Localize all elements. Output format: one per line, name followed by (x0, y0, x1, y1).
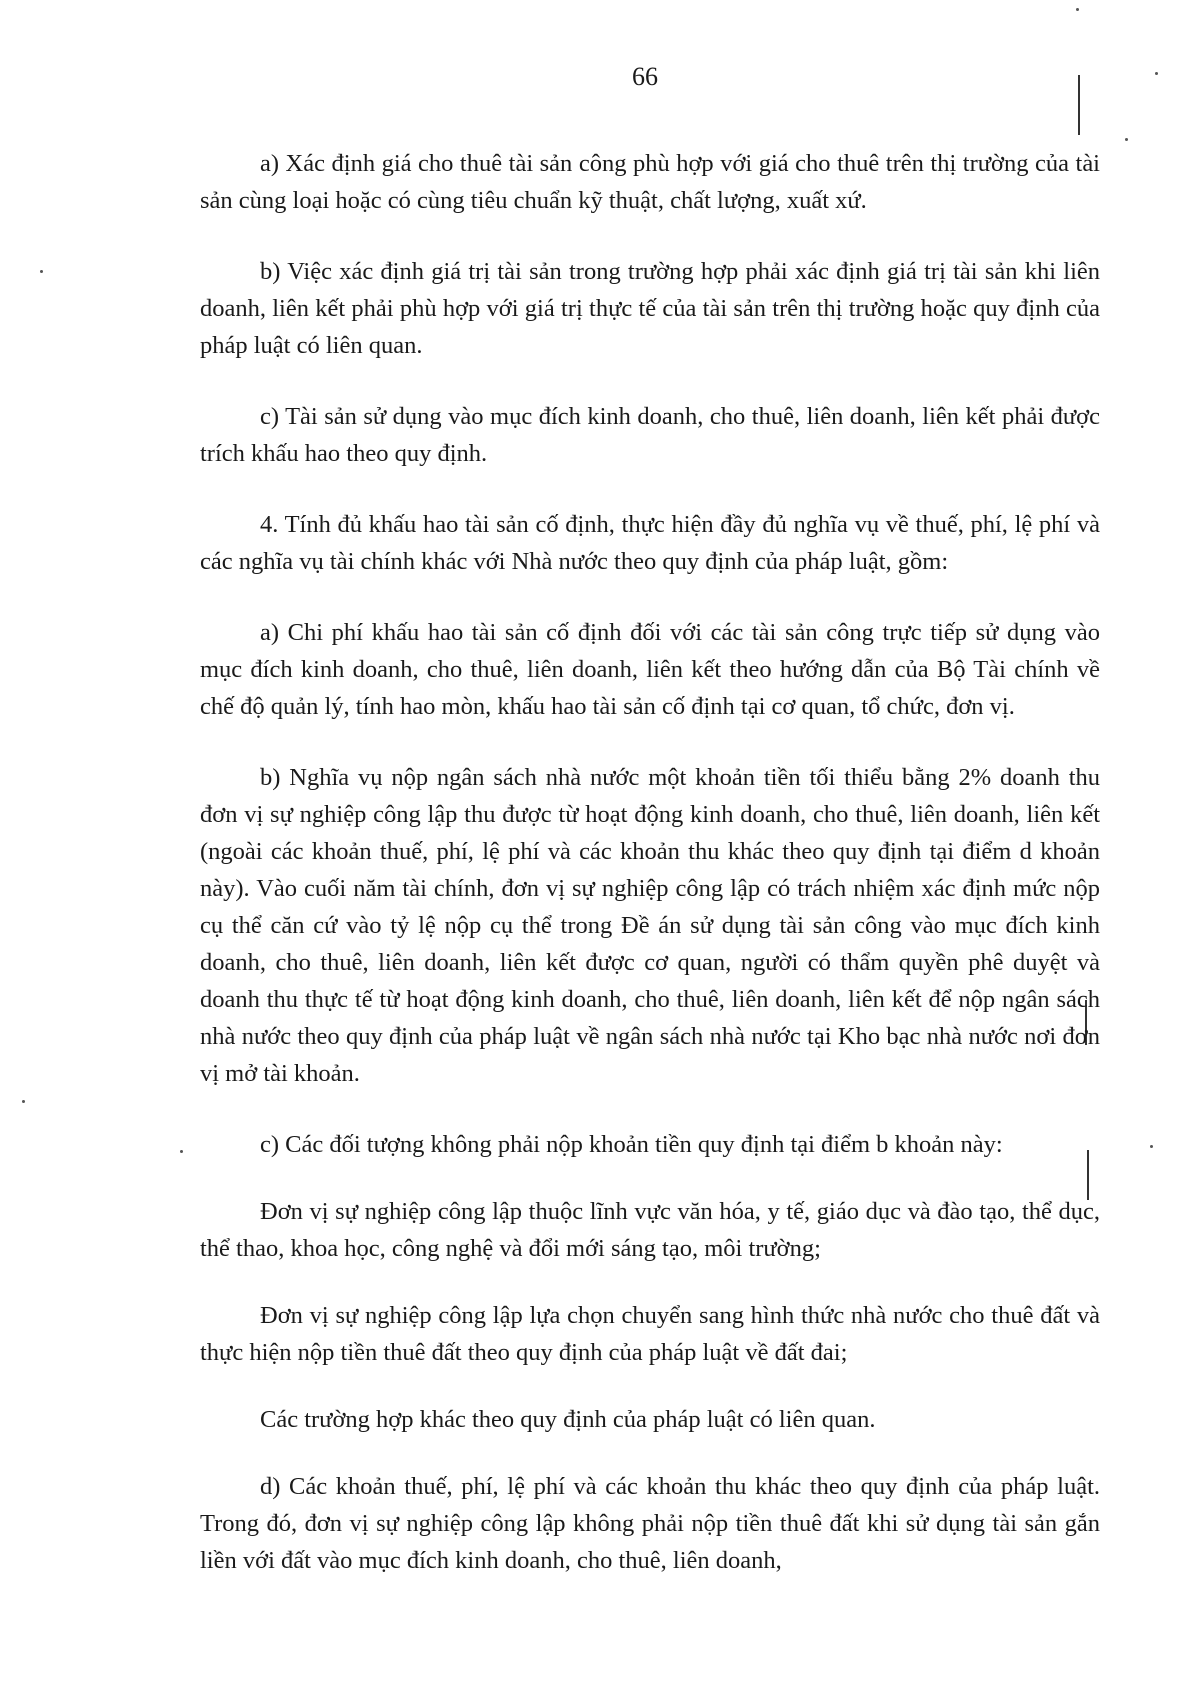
scan-artifact-line (1078, 75, 1080, 135)
document-body (200, 145, 1100, 1613)
scan-artifact-dot (22, 1100, 25, 1103)
scan-artifact-dot (40, 270, 43, 273)
paragraph-exempt-other-cases: Các trường hợp khác theo quy định của pháp luật có liên quan. (260, 1406, 876, 1433)
paragraph-4d-taxes-fees: d) Các khoản thuế, phí, lệ phí và các khoản thu khác theo quy định của pháp luật. Trong đó, đơn vị sự nghiệp công lập không phải nộp tiền thuê đất khi sử dụng tài sản gắn liền với đất vào mục đích kinh doanh, cho thuê, liên doanh, (200, 1473, 1100, 1574)
paragraph-exempt-land-rental: Đơn vị sự nghiệp công lập lựa chọn chuyển sang hình thức nhà nước cho thuê đất và thực hiện nộp tiền thuê đất theo quy định của pháp luật về đất đai; (200, 1302, 1100, 1366)
paragraph-exempt-culture-health: Đơn vị sự nghiệp công lập thuộc lĩnh vực văn hóa, y tế, giáo dục và đào tạo, thể dục, thể thao, khoa học, công nghệ và đổi mới sáng tạo, môi trường; (200, 1198, 1100, 1262)
paragraph-4a-depreciation-cost: a) Chi phí khấu hao tài sản cố định đối với các tài sản công trực tiếp sử dụng vào mục đích kinh doanh, cho thuê, liên doanh, liên kết theo hướng dẫn của Bộ Tài chính về chế độ quản lý, tính hao mòn, khấu hao tài sản cố định tại cơ quan, tổ chức, đơn vị. (200, 619, 1100, 720)
paragraph-3b-asset-valuation: b) Việc xác định giá trị tài sản trong trường hợp phải xác định giá trị tài sản khi liên doanh, liên kết phải phù hợp với giá trị thực tế của tài sản trên thị trường hoặc quy định của pháp luật có liên quan. (200, 258, 1100, 359)
paragraph-4-obligations: 4. Tính đủ khấu hao tài sản cố định, thực hiện đầy đủ nghĩa vụ về thuế, phí, lệ phí và các nghĩa vụ tài chính khác với Nhà nước theo quy định của pháp luật, gồm: (200, 511, 1100, 575)
paragraph-4b-budget-payment: b) Nghĩa vụ nộp ngân sách nhà nước một khoản tiền tối thiểu bằng 2% doanh thu đơn vị sự nghiệp công lập thu được từ hoạt động kinh doanh, cho thuê, liên doanh, liên kết (ngoài các khoản thuế, phí, lệ phí và các khoản thu khác theo quy định tại điểm d khoản này). Vào cuối năm tài chính, đơn vị sự nghiệp công lập có trách nhiệm xác định mức nộp cụ thể căn cứ vào tỷ lệ nộp cụ thể trong Đề án sử dụng tài sản công vào mục đích kinh doanh, cho thuê, liên doanh, liên kết được cơ quan, người có thẩm quyền phê duyệt và doanh thu thực tế từ hoạt động kinh doanh, cho thuê, liên doanh, liên kết để nộp ngân sách nhà nước theo quy định của pháp luật về ngân sách nhà nước tại Kho bạc nhà nước nơi đơn vị mở tài khoản. (200, 764, 1100, 1087)
paragraph-3a-rental-price: a) Xác định giá cho thuê tài sản công phù hợp với giá cho thuê trên thị trường của tài sản cùng loại hoặc có cùng tiêu chuẩn kỹ thuật, chất lượng, xuất xứ. (200, 150, 1100, 214)
scan-artifact-dot (1076, 8, 1079, 11)
scan-artifact-dot (1125, 138, 1128, 141)
scan-artifact-dot (1150, 1145, 1153, 1148)
paragraph-3c-depreciation: c) Tài sản sử dụng vào mục đích kinh doanh, cho thuê, liên doanh, liên kết phải được trích khấu hao theo quy định. (200, 403, 1100, 467)
page-number: 66 (632, 62, 658, 91)
scan-artifact-dot (1155, 72, 1158, 75)
scan-artifact-dot (180, 1150, 183, 1153)
paragraph-4c-exempt-subjects: c) Các đối tượng không phải nộp khoản tiền quy định tại điểm b khoản này: (260, 1131, 1003, 1158)
